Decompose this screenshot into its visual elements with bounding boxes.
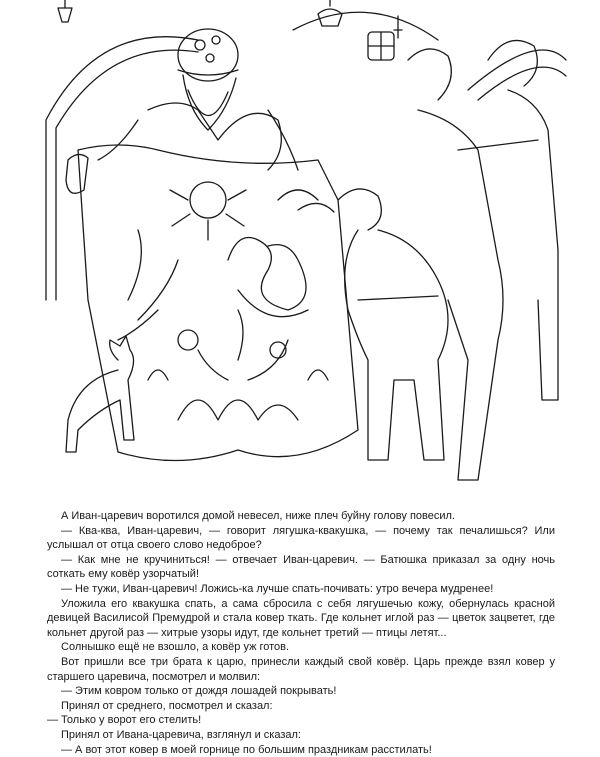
story-paragraph: Вот пришли все три брата к царю, принесли каждый свой ковёр. Царь прежде взял ковер у старшего царевича, посмотрел и молвил: <box>47 655 555 684</box>
carpet-illustration <box>66 145 358 461</box>
story-paragraph: — Ква-ква, Иван-царевич, — говорит лягушка-квакушка, — почему так печалишься? Или услышал от отца своего слово недоброе? <box>47 524 555 553</box>
story-paragraph: Солнышко ещё не взошло, а ковёр уж готов. <box>47 640 555 655</box>
story-text <box>47 509 555 757</box>
dog-illustration <box>66 336 134 452</box>
lamp-icon <box>58 0 72 22</box>
brother-figure <box>408 40 558 480</box>
story-illustration <box>38 0 568 498</box>
story-paragraph: Уложила его квакушка спать, а сама сбросила с себя лягушечью кожу, обернулась красной девицей Василисой Премудрой и стала ковер ткать. Где кольнет иглой раз — цветок зацветет, где кольнет другой раз — хитрые узоры идут, где кольнет третий — птицы летят... <box>47 597 555 641</box>
story-paragraph: А Иван-царевич воротился домой невесел, ниже плеч буйну голову повесил. <box>47 509 555 524</box>
story-paragraph: — Как мне не кручиниться! — отвечает Иван-царевич. — Батюшка приказал за одну ночь соткать ему ковёр узорчатый! <box>47 553 555 582</box>
story-paragraph: Принял от Ивана-царевича, взглянул и сказал: <box>47 728 555 743</box>
story-paragraph: Принял от среднего, посмотрел и сказал: <box>47 699 555 714</box>
story-paragraph: — А вот этот ковер в моей горнице по большим праздникам расстилать! <box>47 743 555 757</box>
prince-figure <box>338 189 448 460</box>
story-paragraph: — Этим ковром только от дождя лошадей покрывать! <box>47 684 555 699</box>
king-figure <box>98 29 298 170</box>
story-paragraph: — Не тужи, Иван-царевич! Ложись-ка лучше спать-почивать: утро вечера мудренее! <box>47 582 555 597</box>
story-paragraph: — Только у ворот его стелить! <box>47 713 555 728</box>
